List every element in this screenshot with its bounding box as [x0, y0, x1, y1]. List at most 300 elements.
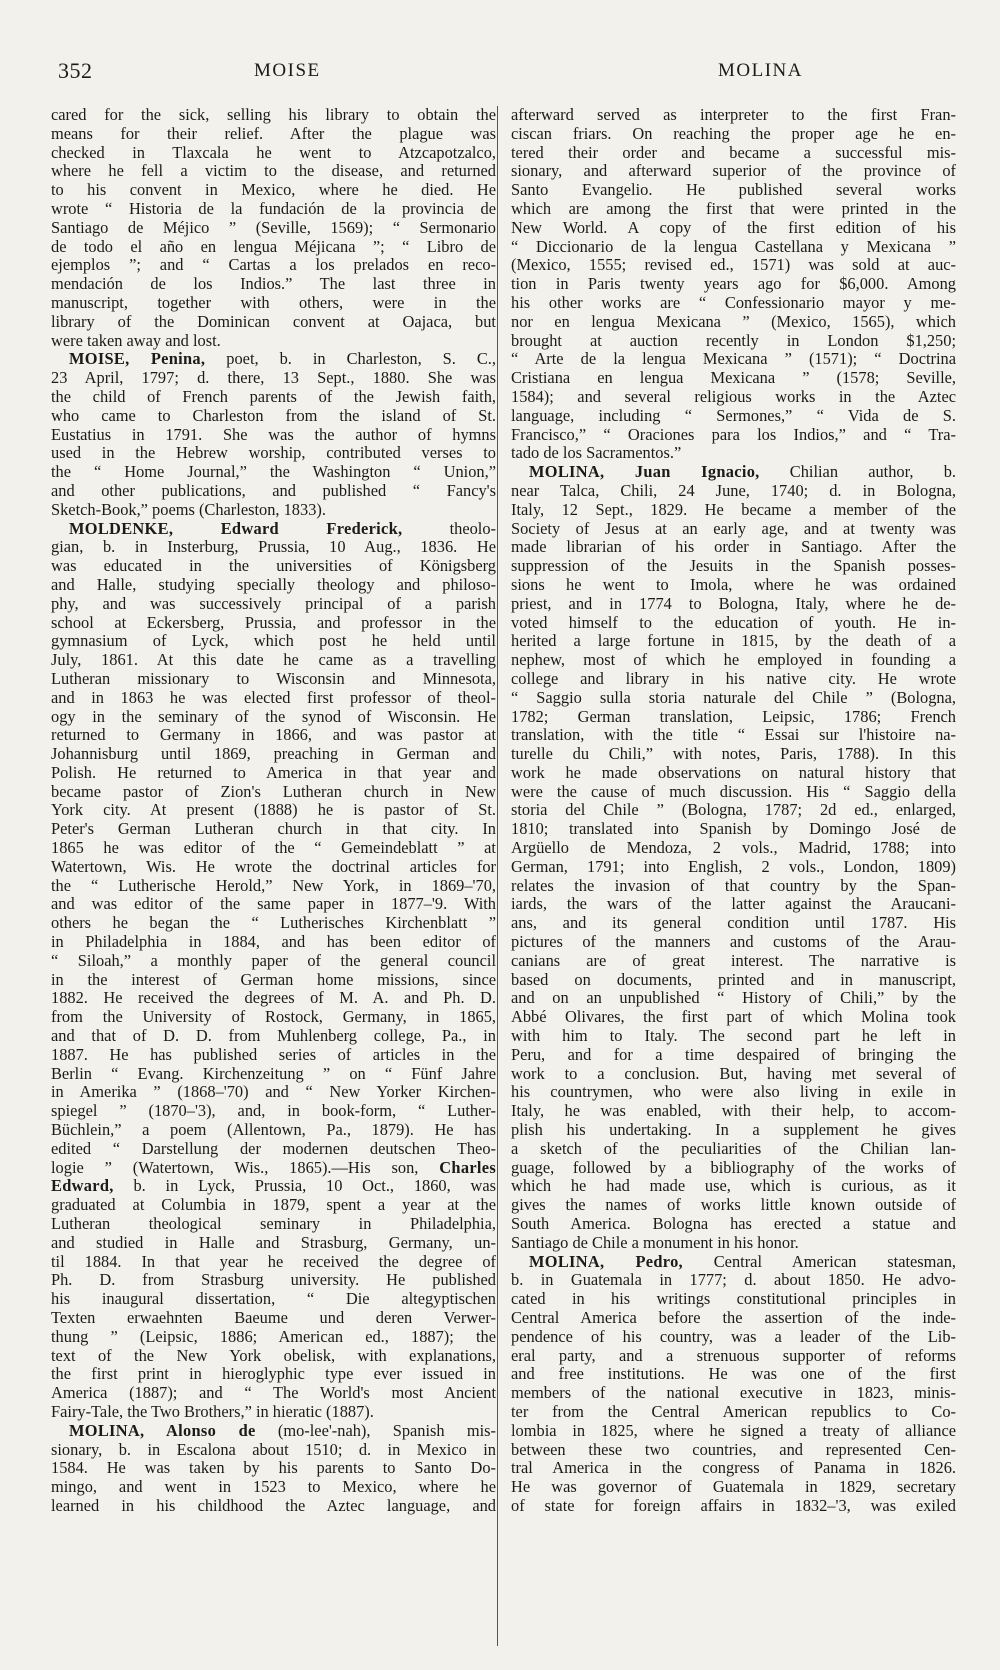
text-line [51, 388, 496, 407]
text-line [51, 989, 496, 1008]
line-text: his countrymen, who were also living in exile in [511, 1083, 956, 1102]
line-text: and studied in Halle and Strasburg, Germany, un- [51, 1233, 496, 1252]
text-line [511, 256, 956, 275]
text-line [511, 332, 956, 351]
line-text: of state for foreign affairs in 1832–'3, was exiled [511, 1496, 956, 1515]
line-text: edited “ Darstellung der modernen deutschen Theo- [51, 1139, 496, 1158]
text-line [511, 350, 956, 369]
text-line [511, 1478, 956, 1497]
line-text: the “ Home Journal,” the Washington “ Union,” [51, 463, 496, 482]
line-text: turelle du Chili,” with notes, Paris, 1788). In this [511, 745, 956, 764]
text-line [51, 1384, 496, 1403]
line-text: guage, followed by a bibliography of the works of [511, 1158, 956, 1177]
line-text: and other publications, and published “ Fancy's [51, 481, 496, 500]
line-text: 1882. He received the degrees of M. A. and Ph. D. [51, 989, 496, 1008]
text-line [511, 632, 956, 651]
text-line [51, 820, 496, 839]
text-line [51, 557, 496, 576]
line-text: became pastor of Zion's Lutheran church in New [51, 782, 496, 801]
line-text: which he had made use, which is curious, as it [511, 1177, 956, 1196]
text-line [51, 407, 496, 426]
text-line [51, 332, 496, 351]
line-text: checked in Tlaxcala he went to Atzcapotzalco, [51, 143, 496, 162]
text-line [511, 1140, 956, 1159]
text-line [511, 670, 956, 689]
text-line [511, 651, 956, 670]
text-line [51, 1271, 496, 1290]
text-line [51, 275, 496, 294]
text-line [511, 1102, 956, 1121]
line-text: “ Diccionario de la lengua Castellana y Mexicana ” [511, 237, 956, 256]
line-text: work to a conclusion. But, having met several of [511, 1064, 956, 1083]
text-line [511, 1159, 956, 1178]
line-text: learned in his childhood the Aztec language, and [51, 1496, 496, 1515]
text-line [51, 1290, 496, 1309]
text-line [511, 238, 956, 257]
line-text: America (1887); and “ The World's most Ancient [51, 1384, 496, 1403]
text-line [51, 764, 496, 783]
line-text: a sketch of the peculiarities of the Chilian lan- [511, 1139, 956, 1158]
text-line [51, 651, 496, 670]
line-text: school at Eckersberg, Prussia, and professor in the [51, 613, 496, 632]
line-text: canians are of great interest. The narrative is [511, 951, 956, 970]
text-line [511, 783, 956, 802]
text-line [511, 895, 956, 914]
text-line [511, 1459, 956, 1478]
text-line [51, 632, 496, 651]
entry-heading: MOISE, Penina, [69, 350, 206, 369]
line-text: were taken away and lost. [51, 331, 221, 350]
line-text: tion in Paris twenty years ago for $6,000. Among [511, 275, 956, 294]
entry-heading: Edward, [51, 1177, 114, 1196]
text-line [511, 501, 956, 520]
entry-heading: MOLINA, Pedro, [529, 1252, 683, 1271]
line-text: the child of French parents of the Jewish faith, [51, 387, 496, 406]
line-text: where he fell a victim to the disease, and returned [51, 162, 496, 181]
text-line [51, 1459, 496, 1478]
text-line [51, 595, 496, 614]
line-text: Central American statesman, [682, 1252, 956, 1271]
text-line [51, 914, 496, 933]
text-line [511, 1290, 956, 1309]
text-line [51, 1159, 496, 1178]
line-text: New World. A copy of the first edition of his [511, 218, 956, 237]
text-line [51, 256, 496, 275]
line-text: Society of Jesus at an early age, and at twenty was [511, 519, 956, 538]
line-text: 1865 he was editor of the “ Gemeindeblatt ” at [51, 839, 496, 858]
text-line [51, 1027, 496, 1046]
line-text: 1887. He has published series of articles in the [51, 1045, 496, 1064]
text-line [51, 576, 496, 595]
text-line [511, 745, 956, 764]
line-text: wrote “ Historia de la fundación de la provincia de [51, 199, 496, 218]
text-line [51, 520, 496, 539]
line-text: “ Saggio sulla storia naturale del Chile ” (Bologna, [511, 688, 956, 707]
line-text: thung ” (Leipsic, 1886; American ed., 1887); the [51, 1327, 496, 1346]
line-text: Santiago de Méjico ” (Seville, 1569); “ Sermonario [51, 218, 496, 237]
line-text: sions he went to Imola, where he was ordained [511, 575, 956, 594]
line-text: made librarian of his order in Santiago. After the [511, 538, 956, 557]
line-text: Chilian author, b. [759, 463, 956, 482]
text-line [511, 106, 956, 125]
line-text: (mo-lee'-nah), Spanish mis- [255, 1421, 496, 1440]
right-text-column [511, 106, 956, 1654]
line-text: members of the national executive in 1823, minis- [511, 1384, 956, 1403]
line-text: eral party, and a strenuous supporter of reforms [511, 1346, 956, 1365]
text-line [511, 219, 956, 238]
line-text: priest, and in 1774 to Bologna, Italy, where he de- [511, 594, 956, 613]
text-line [51, 1008, 496, 1027]
line-text: from the University of Rostock, Germany, in 1865, [51, 1008, 496, 1027]
line-text: and was editor of the same paper in 1877–'9. With [51, 895, 496, 914]
line-text: Sketch-Book,” poems (Charleston, 1833). [51, 500, 326, 519]
line-text: tado de los Sacramentos.” [511, 444, 682, 463]
text-line [511, 294, 956, 313]
text-line [51, 106, 496, 125]
line-text: others he began the “ Lutherisches Kirchenblatt ” [51, 914, 496, 933]
text-line [51, 801, 496, 820]
text-line [51, 1253, 496, 1272]
line-text: South America. Bologna has erected a statue and [511, 1215, 956, 1234]
line-text: mingo, and went in 1523 to Mexico, where he [51, 1478, 496, 1497]
line-text: b. in Guatemala in 1777; d. about 1850. He advo- [511, 1271, 956, 1290]
line-text: gymnasium of Lyck, which post he held until [51, 632, 496, 651]
line-text: were the cause of much discussion. His “ Saggio della [511, 782, 956, 801]
line-text: herited a large fortune in 1815, by the death of a [511, 632, 956, 651]
line-text: suppression of the Jesuits in the Spanish posses- [511, 557, 956, 576]
text-line [51, 1347, 496, 1366]
text-line [51, 1328, 496, 1347]
text-line [511, 595, 956, 614]
text-line [511, 162, 956, 181]
line-text: near Talca, Chili, 24 June, 1740; d. in Bologna, [511, 481, 956, 500]
line-text: his other works are “ Confessionario mayor y me- [511, 293, 956, 312]
line-text: college and library in his native city. He wrote [511, 669, 956, 688]
line-text: Fairy-Tale, the Two Brothers,” in hieratic (1887). [51, 1402, 374, 1421]
text-line [511, 1271, 956, 1290]
line-text: language, including “ Sermones,” “ Vida de S. [511, 406, 956, 425]
text-line [511, 1234, 956, 1253]
line-text: Italy, 12 Sept., 1829. He became a member of the [511, 500, 956, 519]
line-text: lombia in 1825, where he signed a treaty of alliance [511, 1421, 956, 1440]
text-line [51, 463, 496, 482]
line-text: He was governor of Guatemala in 1829, secretary [511, 1478, 956, 1497]
line-text: ejemplos ”; and “ Cartas a los prelados en reco- [51, 256, 496, 275]
text-line [51, 200, 496, 219]
right-running-head: MOLINA [718, 60, 803, 81]
text-line [511, 1177, 956, 1196]
text-line [51, 1065, 496, 1084]
text-line [511, 708, 956, 727]
text-line [51, 1215, 496, 1234]
page-number: 352 [58, 58, 93, 83]
line-text: Central America before the assertion of the inde- [511, 1309, 956, 1327]
line-text: Cristiana en lengua Mexicana ” (1578; Seville, [511, 369, 956, 388]
line-text: and Halle, studying specially theology and philoso- [51, 575, 496, 594]
text-line [51, 1478, 496, 1497]
line-text: Abbé Olivares, the first part of which Molina took [511, 1008, 956, 1027]
line-text: Peru, and for a time despaired of bringing the [511, 1045, 956, 1064]
text-line [511, 1384, 956, 1403]
text-line [51, 745, 496, 764]
line-text: the “ Lutherische Herold,” New York, in 1869–'70, [51, 876, 496, 895]
text-line [511, 1309, 956, 1328]
text-line [51, 708, 496, 727]
line-text: tral America in the congress of Panama in 1826. [511, 1459, 956, 1478]
text-line [51, 369, 496, 388]
line-text: who came to Charleston from the island of St. [51, 406, 496, 425]
line-text: text of the New York obelisk, with explanations, [51, 1346, 496, 1365]
text-line [511, 801, 956, 820]
line-text: translation, with the title “ Essai sur l'histoire na- [511, 726, 956, 745]
text-line [511, 933, 956, 952]
line-text: based on documents, printed and in manuscript, [511, 970, 956, 989]
line-text: voted himself to the education of youth. He in- [511, 613, 956, 632]
text-line [51, 614, 496, 633]
text-line [51, 783, 496, 802]
text-line [51, 1309, 496, 1328]
line-text: ciscan friars. On reaching the proper age he en- [511, 124, 956, 143]
line-text: Santo Evangelio. He published several works [511, 181, 956, 200]
line-text: in Philadelphia in 1884, and has been editor of [51, 933, 496, 952]
text-line [511, 726, 956, 745]
line-text: York city. At present (1888) he is pastor of St. [51, 801, 496, 820]
line-text: nephew, most of which he employed in founding a [511, 651, 956, 670]
text-line [51, 501, 496, 520]
text-line [51, 162, 496, 181]
line-text: logie ” (Watertown, Wis., 1865).—His son, [51, 1158, 440, 1177]
entry-heading: MOLDENKE, Edward Frederick, [69, 519, 403, 538]
line-text: work he made observations on natural history that [511, 763, 956, 782]
line-text: Peter's German Lutheran church in that city. In [51, 820, 496, 839]
text-line [51, 1422, 496, 1441]
text-line [51, 726, 496, 745]
line-text: spiegel ” (1870–'3), and, in book-form, “ Luther- [51, 1102, 496, 1121]
line-text: which are among the first that were printed in the [511, 199, 956, 218]
line-text: cated in his writings constitutional principles in [511, 1290, 956, 1309]
text-line [51, 1140, 496, 1159]
text-line [511, 444, 956, 463]
line-text: relates the invasion of that country by the Span- [511, 876, 956, 895]
text-line [511, 1328, 956, 1347]
text-line [51, 1102, 496, 1121]
text-line [51, 689, 496, 708]
line-text: graduated at Columbia in 1879, spent a year at the [51, 1196, 496, 1215]
line-text: used in the Hebrew worship, contributed verses to [51, 444, 496, 463]
line-text: b. in Lyck, Prussia, 10 Oct., 1860, was [113, 1177, 496, 1196]
text-line [511, 1196, 956, 1215]
text-line [511, 839, 956, 858]
text-line [511, 520, 956, 539]
line-text: 23 April, 1797; d. there, 13 Sept., 1880. She was [51, 369, 496, 388]
text-line [511, 1253, 956, 1272]
text-line [511, 557, 956, 576]
line-text: ans, and its general condition until 1787. His [511, 914, 956, 933]
text-line [511, 1008, 956, 1027]
text-line [511, 1065, 956, 1084]
line-text: Texten erwaehnten Baeume und deren Verwer- [51, 1309, 496, 1327]
text-line [51, 839, 496, 858]
text-line [511, 125, 956, 144]
line-text: with him to Italy. The second part he left in [511, 1027, 956, 1046]
line-text: and on an unpublished “ History of Chili,” by the [511, 989, 956, 1008]
line-text: Büchlein,” a poem (Allentown, Pa., 1879). He has [51, 1121, 496, 1140]
line-text: sionary, b. in Escalona about 1510; d. in Mexico in [51, 1440, 496, 1459]
text-line [511, 1215, 956, 1234]
line-text: 1584); and several religious works in the Aztec [511, 387, 956, 406]
line-text: afterward served as interpreter to the first Fran- [511, 106, 956, 124]
text-line [511, 388, 956, 407]
text-line [511, 426, 956, 445]
line-text: til 1884. In that year he received the degree of [51, 1252, 496, 1271]
text-line [511, 1046, 956, 1065]
line-text: gian, b. in Insterburg, Prussia, 10 Aug., 1836. He [51, 538, 496, 557]
line-text: and that of D. D. from Muhlenberg college, Pa., in [51, 1027, 496, 1046]
text-line [51, 895, 496, 914]
text-line [51, 1403, 496, 1422]
line-text: in the interest of German home missions, since [51, 970, 496, 989]
line-text: cared for the sick, selling his library to obtain the [51, 106, 496, 124]
line-text: Watertown, Wis. He wrote the doctrinal articles for [51, 857, 496, 876]
entry-heading: MOLINA, Juan Ignacio, [529, 463, 760, 482]
text-line [51, 877, 496, 896]
text-line [511, 689, 956, 708]
text-line [511, 1121, 956, 1140]
text-line [51, 482, 496, 501]
line-text: Italy, he was enabled, with their help, to accom- [511, 1102, 956, 1121]
line-text: pictures of the manners and customs of the Arau- [511, 933, 956, 952]
text-line [511, 764, 956, 783]
line-text: means for their relief. After the plague was [51, 124, 496, 143]
text-line [51, 858, 496, 877]
text-line [511, 144, 956, 163]
text-line [51, 933, 496, 952]
text-line [511, 1365, 956, 1384]
text-line [51, 313, 496, 332]
text-line [511, 463, 956, 482]
line-text: “ Arte de la lengua Mexicana ” (1571); “ Doctrina [511, 350, 956, 369]
text-line [51, 144, 496, 163]
text-line [511, 369, 956, 388]
entry-heading: Charles [439, 1158, 496, 1177]
page-header [0, 58, 1000, 88]
text-line [511, 407, 956, 426]
text-line [51, 971, 496, 990]
line-text: gives the names of works little known outside of [511, 1196, 956, 1215]
text-line [511, 1497, 956, 1516]
line-text: brought at auction recently in London $1,250; [511, 331, 956, 350]
text-line [511, 1347, 956, 1366]
line-text: ogy in the seminary of the synod of Wisconsin. He [51, 707, 496, 726]
text-line [51, 1365, 496, 1384]
line-text: pendence of his country, was a leader of the Lib- [511, 1327, 956, 1346]
text-line [511, 482, 956, 501]
text-line [511, 1083, 956, 1102]
line-text: tered their order and became a successful mis- [511, 143, 956, 162]
line-text: plish his undertaking. In a supplement he gives [511, 1121, 956, 1140]
text-line [51, 952, 496, 971]
line-text: Lutheran theological seminary in Philadelphia, [51, 1215, 496, 1234]
line-text: manuscript, together with others, were in the [51, 293, 496, 312]
line-text: 1810; translated into Spanish by Domingo José de [511, 820, 956, 839]
text-line [511, 181, 956, 200]
line-text: (Mexico, 1555; revised ed., 1571) was sold at auc- [511, 256, 956, 275]
line-text: 1782; German translation, Leipsic, 1786; French [511, 707, 956, 726]
line-text: in Amerika ” (1868–'70) and “ New Yorker Kirchen- [51, 1083, 496, 1102]
line-text: and in 1863 he was elected first professor of theol- [51, 688, 496, 707]
text-line [511, 971, 956, 990]
text-line [51, 219, 496, 238]
text-line [51, 1441, 496, 1460]
text-line [51, 1083, 496, 1102]
text-line [51, 1177, 496, 1196]
text-line [511, 1027, 956, 1046]
text-line [51, 1046, 496, 1065]
text-line [511, 614, 956, 633]
line-text: and free institutions. He was one of the first [511, 1365, 956, 1384]
text-line [51, 294, 496, 313]
line-text: Polish. He returned to America in that year and [51, 763, 496, 782]
line-text: theolo- [402, 519, 496, 538]
line-text: his inaugural dissertation, “ Die altegyptischen [51, 1290, 496, 1309]
text-line [511, 1441, 956, 1460]
line-text: Berlin “ Evang. Kirchenzeitung ” on “ Fünf Jahre [51, 1064, 496, 1083]
text-line [511, 200, 956, 219]
line-text: mendación de los Indios.” The last three in [51, 275, 496, 294]
text-line [511, 952, 956, 971]
text-line [511, 989, 956, 1008]
line-text: ter from the Central American republics to Co- [511, 1402, 956, 1421]
text-line [51, 238, 496, 257]
line-text: Santiago de Chile a monument in his honor. [511, 1233, 799, 1252]
text-line [51, 125, 496, 144]
text-line [51, 1497, 496, 1516]
text-line [51, 350, 496, 369]
line-text: poet, b. in Charleston, S. C., [205, 350, 496, 369]
text-line [511, 1422, 956, 1441]
line-text: the first print in hieroglyphic type ever issued in [51, 1365, 496, 1384]
column-divider [497, 106, 498, 1646]
line-text: German, 1791; into English, 2 vols., London, 1809) [511, 857, 956, 876]
text-line [51, 181, 496, 200]
line-text: de todo el año en lengua Méjicana ”; “ Libro de [51, 237, 496, 256]
line-text: 1584. He was taken by his parents to Santo Do- [51, 1459, 496, 1478]
text-line [511, 914, 956, 933]
text-line [51, 538, 496, 557]
line-text: “ Siloah,” a monthly paper of the general council [51, 951, 496, 970]
line-text: storia del Chile ” (Bologna, 1787; 2d ed., enlarged, [511, 801, 956, 820]
text-line [511, 1403, 956, 1422]
text-line [511, 275, 956, 294]
text-line [51, 1196, 496, 1215]
line-text: Eustatius in 1791. She was the author of hymns [51, 425, 496, 444]
line-text: between these two countries, and represented Cen- [511, 1440, 956, 1459]
text-line [51, 444, 496, 463]
left-running-head: MOISE [254, 60, 321, 81]
line-text: sionary, and afterward superior of the province of [511, 162, 956, 181]
line-text: was educated in the universities of Königsberg [51, 557, 496, 576]
line-text: July, 1861. At this date he came as a travelling [51, 651, 496, 670]
text-line [51, 1121, 496, 1140]
text-line [511, 313, 956, 332]
line-text: library of the Dominican convent at Oajaca, but [51, 312, 496, 331]
line-text: nor en lengua Mexicana ” (Mexico, 1565), which [511, 312, 956, 331]
line-text: phy, and was successively principal of a parish [51, 594, 496, 613]
left-text-column [51, 106, 496, 1654]
line-text: to his convent in Mexico, where he died. He [51, 181, 496, 200]
text-line [511, 820, 956, 839]
line-text: Lutheran missionary to Wisconsin and Minnesota, [51, 669, 496, 688]
